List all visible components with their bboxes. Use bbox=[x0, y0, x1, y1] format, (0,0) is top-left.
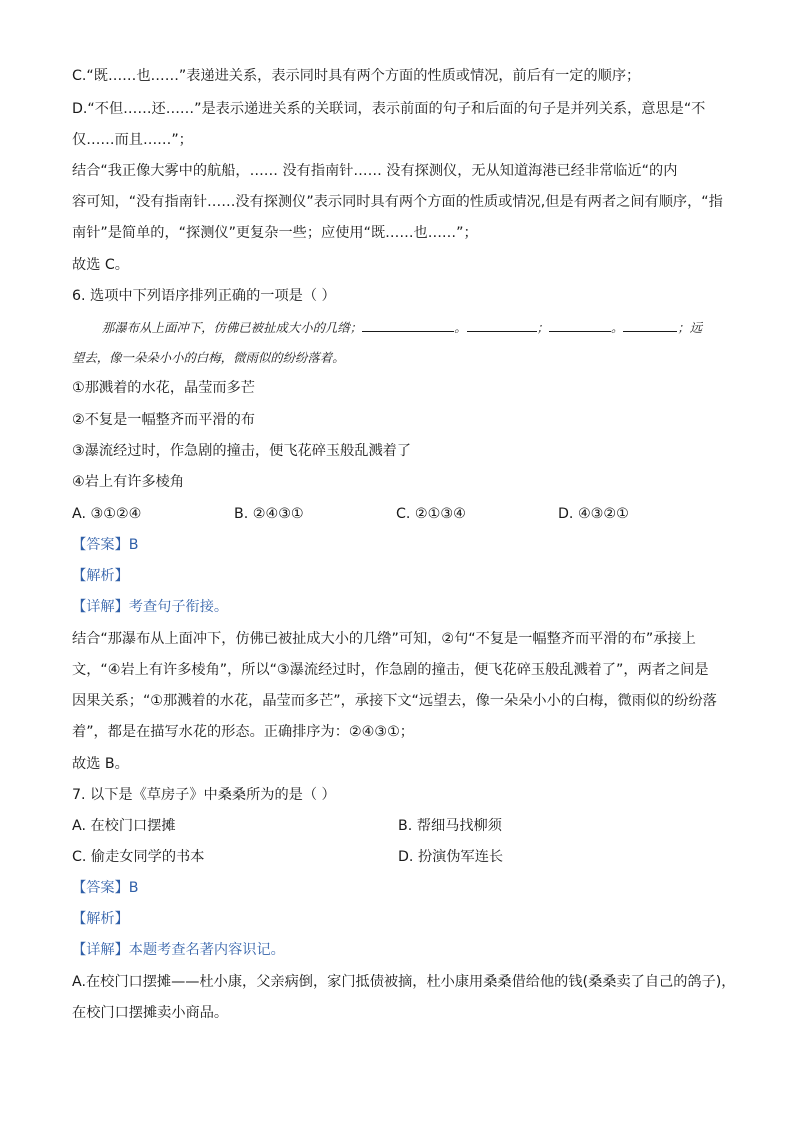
text-line: 容可知，“没有指南针……没有探测仪”表示同时具有两个方面的性质或情况,但是有两者之间有顺序，“指 bbox=[72, 194, 723, 210]
q6-option-b[interactable]: B. ②④③① bbox=[234, 506, 304, 522]
text-line: C.“既……也……”表递进关系，表示同时具有两个方面的性质或情况，前后有一定的顺序； bbox=[72, 68, 641, 84]
q6-passage-line-2: 望去，像一朵朵小小的白梅，微雨似的纷纷落着。 bbox=[72, 350, 345, 365]
question-6-stem: 6. 选项中下列语序排列正确的一项是（ ） bbox=[72, 288, 336, 304]
blank-3[interactable] bbox=[549, 319, 611, 332]
q7-option-c[interactable]: C. 偷走女同学的书本 bbox=[72, 849, 205, 865]
text-line: 仅……而且……”； bbox=[72, 132, 193, 148]
q6-explain-line: 故选 B。 bbox=[72, 756, 129, 772]
q6-option-d[interactable]: D. ④③②① bbox=[558, 506, 629, 522]
q7-answer: 【答案】B bbox=[72, 880, 139, 896]
q6-item: ①那溅着的水花，晶莹而多芒 bbox=[72, 380, 255, 396]
q7-options-row-1 bbox=[72, 816, 724, 836]
question-7-stem: 7. 以下是《草房子》中桑桑所为的是（ ） bbox=[72, 787, 336, 803]
text-line: D.“不但……还……”是表示递进关系的关联词，表示前面的句子和后面的句子是并列关系，意思是“不 bbox=[72, 101, 706, 117]
q7-option-d[interactable]: D. 扮演伪军连长 bbox=[398, 849, 504, 865]
q7-options-row-2 bbox=[72, 847, 724, 867]
text-line: 故选 C。 bbox=[72, 257, 129, 273]
q6-item: ③瀑流经过时，作急剧的撞击，便飞花碎玉般乱溅着了 bbox=[72, 443, 412, 459]
q7-option-a[interactable]: A. 在校门口摆摊 bbox=[72, 818, 176, 834]
q7-explain-line: 在校门口摆摊卖小商品。 bbox=[72, 1005, 229, 1021]
q6-item: ②不复是一幅整齐而平滑的布 bbox=[72, 412, 255, 428]
q6-option-c[interactable]: C. ②①③④ bbox=[396, 506, 466, 522]
q7-explain-line: A.在校门口摆摊——杜小康，父亲病倒，家门抵债被摘，杜小康用桑桑借给他的钱(桑桑卖了自己的鸽子)， bbox=[72, 974, 736, 990]
q7-option-b[interactable]: B. 帮细马找柳须 bbox=[398, 818, 502, 834]
q6-passage-line-1: 那瀑布从上面冲下，仿佛已被扯成大小的几绺； 。 ； 。 ；远 bbox=[102, 320, 703, 335]
q6-option-a[interactable]: A. ③①②④ bbox=[72, 506, 142, 522]
text-line: 结合“我正像大雾中的航船，…… 没有指南针…… 没有探测仪，无从知道海港已经非常临近“的内 bbox=[72, 163, 678, 179]
q6-explain-line: 着”，都是在描写水花的形态。正确排序为：②④③①； bbox=[72, 724, 414, 740]
q7-detail: 【详解】本题考查名著内容识记。 bbox=[72, 942, 285, 958]
q6-explain-line: 文，“④岩上有许多棱角”，所以“③瀑流经过时，作急剧的撞击，便飞花碎玉般乱溅着了”，两者之间是 bbox=[72, 662, 709, 678]
q6-explain-line: 因果关系；“①那溅着的水花，晶莹而多芒”，承接下文“远望去，像一朵朵小小的白梅，微雨似的纷纷落 bbox=[72, 693, 717, 709]
blank-1[interactable] bbox=[362, 319, 454, 332]
q6-item: ④岩上有许多棱角 bbox=[72, 474, 185, 490]
blank-4[interactable] bbox=[623, 319, 677, 332]
text-line: 南针”是简单的，“探测仪”更复杂一些；应使用“既……也……”； bbox=[72, 225, 478, 241]
q6-options bbox=[72, 504, 720, 524]
q6-explain-line: 结合“那瀑布从上面冲下，仿佛已被扯成大小的几绺”可知，②句“不复是一幅整齐而平滑的布”承接上 bbox=[72, 631, 696, 647]
q7-analysis-label: 【解析】 bbox=[72, 911, 129, 927]
q6-analysis-label: 【解析】 bbox=[72, 568, 129, 584]
q6-detail: 【详解】考查句子衔接。 bbox=[72, 599, 229, 615]
q6-answer: 【答案】B bbox=[72, 537, 139, 553]
blank-2[interactable] bbox=[467, 319, 537, 332]
